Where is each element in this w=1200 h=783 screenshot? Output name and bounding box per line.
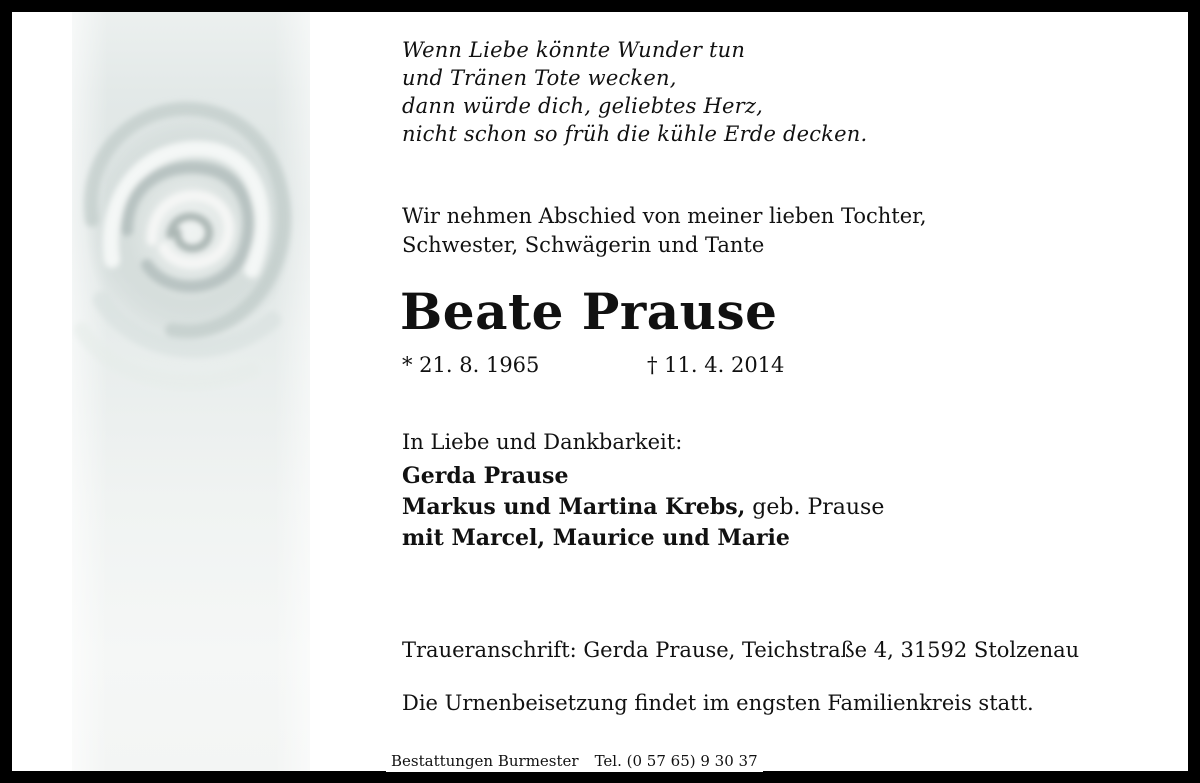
- mourner-maiden-name: geb. Prause: [745, 495, 885, 520]
- mourner-line: Gerda Prause: [402, 463, 569, 489]
- intro-line: Wir nehmen Abschied von meiner lieben Tochter,: [402, 204, 927, 228]
- poem-line: nicht schon so früh die kühle Erde decken.: [402, 122, 868, 146]
- mourning-address: Traueranschrift: Gerda Prause, Teichstraße 4, 31592 Stolzenau: [402, 638, 1080, 662]
- funeral-home-phone: Tel. (0 57 65) 9 30 37: [594, 752, 758, 770]
- poem-line: dann würde dich, geliebtes Herz,: [402, 94, 763, 118]
- poem-line: und Tränen Tote wecken,: [402, 66, 677, 90]
- mourner-name: Markus und Martina Krebs,: [402, 494, 746, 520]
- thanks-line: In Liebe und Dankbarkeit:: [402, 430, 683, 454]
- rose-icon: [72, 70, 310, 400]
- rose-image-panel: [72, 12, 310, 771]
- mourner-line: [402, 492, 884, 523]
- birth-date: * 21. 8. 1965: [402, 353, 540, 377]
- death-date: † 11. 4. 2014: [647, 353, 785, 377]
- poem-line: Wenn Liebe könnte Wunder tun: [402, 38, 746, 62]
- deceased-name: Beate Prause: [400, 282, 778, 341]
- mourner-line: mit Marcel, Maurice und Marie: [402, 525, 790, 551]
- intro-line: Schwester, Schwägerin und Tante: [402, 233, 765, 257]
- funeral-home-name: Bestattungen Burmester: [391, 752, 579, 770]
- mourners-list: [402, 461, 884, 554]
- notice-sheet: [12, 12, 1188, 771]
- urn-burial-note: Die Urnenbeisetzung findet im engsten Familienkreis statt.: [402, 691, 1034, 715]
- farewell-intro: [402, 202, 927, 260]
- funeral-home-footer: [386, 750, 763, 772]
- poem: [402, 36, 867, 148]
